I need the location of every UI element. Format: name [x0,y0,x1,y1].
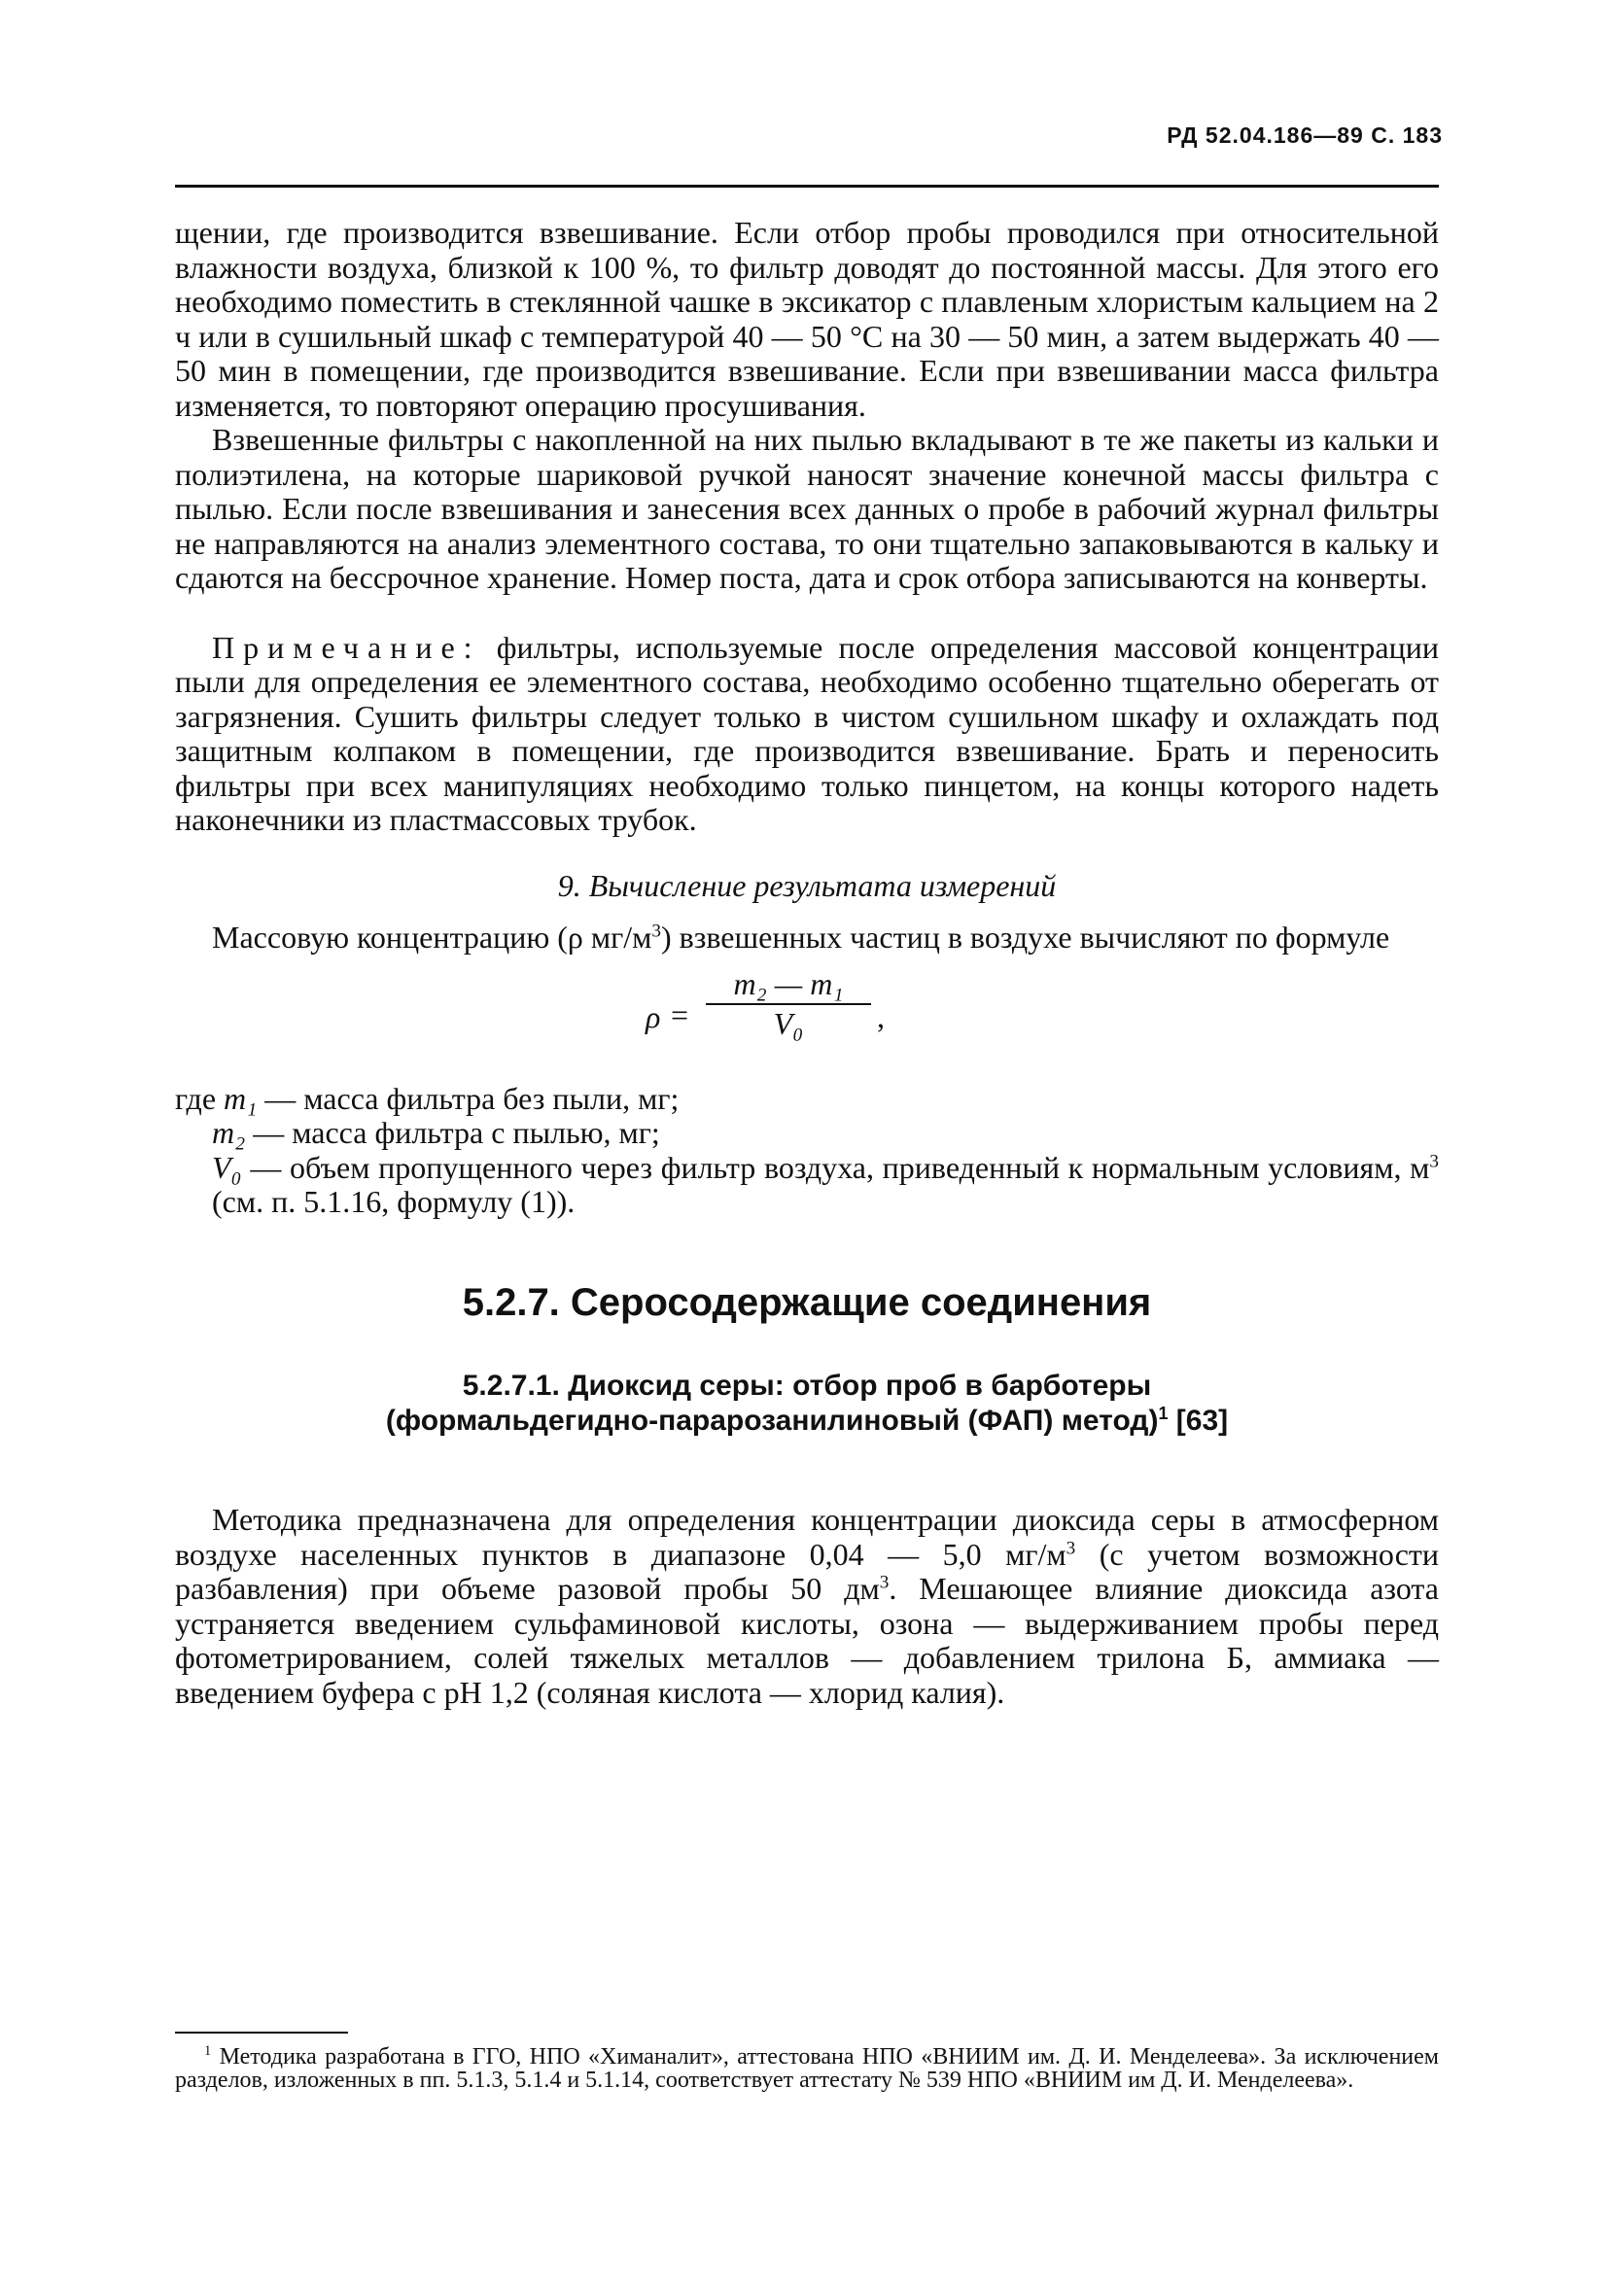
formula-numerator: m₂ — m₁ [706,967,871,1006]
symbol-m2: m₂ [212,1115,246,1150]
where-v0-sup: 3 [1429,1150,1440,1171]
section-9-intro [175,921,1439,956]
where-v0-text: — объем пропущенного через фильтр воздуха, приведенный к нормальным условиям, м [250,1149,1430,1185]
intro-sup: 3 [651,921,661,942]
note-text: фильтры, используемые после определения массовой концентрации пыли для определения ее элементного состава, необходимо особенно тщательно оберегать от загрязнения. Сушить фильтры следует только в чистом сушильном шкафу и охлаждать под защитным колпаком в помещении, где производится взвешивание. Брать и переносить фильтры при всех манипуляциях необходимо только пинцетом, на концы которого надеть наконечники из пластмассовых трубок. [175,629,1440,837]
method-sup-1: 3 [1066,1537,1076,1558]
method-text-c: . Мешающее влияние диоксида азота устраняется введением сульфаминовой кислоты, озона — выдерживанием пробы перед фотометрированием, солей тяжелых металлов — добавлением трилона Б, аммиака — введением буфера с рН 1,2 (соляная кислота — хлорид калия). [175,1571,1440,1710]
body-text [175,216,1439,1710]
section-9-title: 9. Вычисление результата измерений [557,867,1057,903]
section-527-title: 5.2.7. Серосодержащие соединения [462,1280,1152,1324]
method-text-a: Методика предназначена для определения концентрации диоксида серы в атмосферном воздухе населенных пунктов в диапазоне 0,04 — 5,0 мг/м [175,1502,1439,1572]
where-prefix: где [175,1080,217,1116]
formula-lhs: ρ [646,998,661,1034]
where-m1-text: — масса фильтра без пыли, мг; [264,1080,680,1116]
method-paragraph [175,1503,1439,1710]
section-5271-title [175,1369,1439,1439]
subtitle-line-2: (формальдегидно-парарозанилиновый (ФАП) метод) [385,1405,1159,1437]
where-m1 [175,1082,1439,1117]
symbol-m1: m₁ [224,1080,258,1116]
density-formula [175,965,1439,1072]
paragraph-continuation: щении, где производится взвешивание. Если отбор пробы проводился при относительной влажности воздуха, близкой к 100 %, то фильтр доводят до постоянной массы. Для этого его необходимо поместить в стеклянной чашке в эксикатор с плавленым хлористым кальцием на 2 ч или в сушильный шкаф с температурой 40 — 50 °С на 30 — 50 мин, а затем выдержать 40 — 50 мин в помещении, где производится взвешивание. Если при взвешивании масса фильтра изменяется, то повторяют операцию просушивания. [175,215,1439,423]
where-m2 [175,1116,1439,1151]
intro-text: Массовую концентрацию (ρ мг/м [212,920,652,955]
subtitle-line-1: 5.2.7.1. Диоксид серы: отбор проб в барботеры [462,1370,1152,1402]
footnote-mark: 1 [204,2043,212,2059]
formula-denominator: V₀ [773,1006,804,1041]
where-v0 [175,1151,1439,1220]
footnote-rule [175,2032,348,2034]
header-rule [175,185,1439,188]
where-v0-tail: (см. п. 5.1.16, формулу (1)). [212,1184,576,1219]
method-sup-2: 3 [879,1572,890,1593]
symbol-v0: V₀ [212,1149,242,1185]
note-paragraph [175,631,1439,838]
formula-equals: = [671,996,689,1032]
where-m2-text: — масса фильтра с пылью, мг; [253,1115,660,1150]
formula-comma: , [877,998,885,1034]
method-text-b: (с учетом возможности разбавления) при объеме разовой пробы 50 дм [175,1536,1440,1606]
running-head: РД 52.04.186—89 С. 183 [1167,122,1443,148]
footnote-text-line [175,2045,1439,2092]
footnote-ref-mark: 1 [1158,1404,1169,1423]
citation-ref: [63] [1168,1405,1229,1437]
footnote-text: Методика разработана в ГГО, НПО «Химаналит», аттестована НПО «ВНИИМ им. Д. И. Менделеева». За исключением разделов, изложенных в пп. 5.1.3, 5.1.4 и 5.1.14, соответствует аттестату № 539 НПО «ВНИИМ им Д. И. Менделеева». [175,2044,1439,2093]
intro-text-after: ) взвешенных частиц в воздухе вычисляют по формуле [660,920,1390,955]
formula-fraction [706,967,871,1042]
paragraph-filters-storage: Взвешенные фильтры с накопленной на них пылью вкладывают в те же пакеты из кальки и полиэтилена, на которые шариковой ручкой наносят значение конечной массы фильтра с пылью. Если после взвешивания и занесения всех данных о пробе в рабочий журнал фильтры не направляются на анализ элементного состава, то они тщательно запаковываются в кальку и сдаются на бессрочное хранение. Номер поста, дата и срок отбора записываются на конверты. [175,422,1439,595]
note-label: Примечание: [212,629,481,665]
footnote [175,2045,1439,2092]
